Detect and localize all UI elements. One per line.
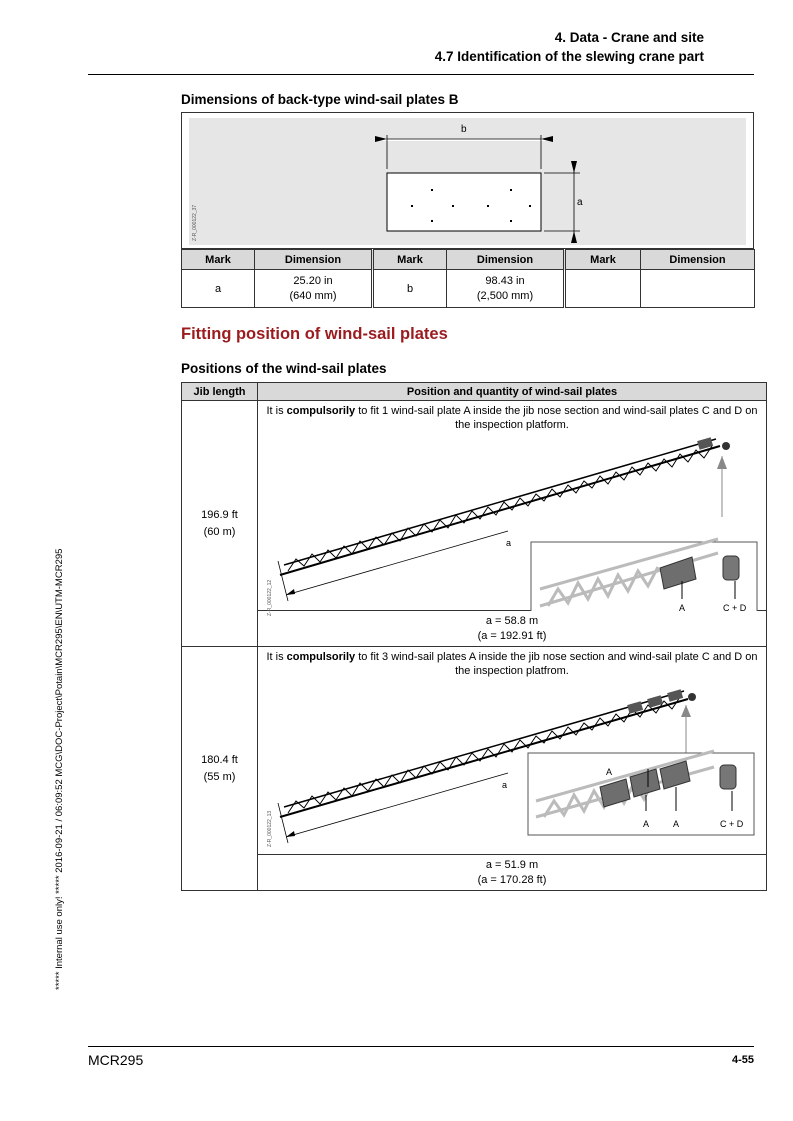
jib-55-A-label-1: A — [643, 819, 650, 829]
dims-value-b-mm: (2,500 mm) — [476, 289, 534, 302]
dims-fig-id: Z-R_000122_37 — [192, 204, 198, 241]
fitting-col-jib: Jib length — [182, 383, 258, 401]
fitting-table — [181, 382, 767, 891]
side-note: ***** Internal use only! ***** 2016-09-21 / 06:09:52 MCG\DOC-Project\Potain\MCR295\EN\UTM-MCR295 — [54, 548, 65, 990]
dims-mark-a: a — [182, 270, 255, 308]
instruction-60-post: to fit 1 wind-sail plate A inside the jib nose section and wind-sail plates C and D on the inspection platform. — [355, 405, 758, 431]
dims-value-a-mm: (640 mm) — [289, 289, 337, 302]
jib-55-a-label: a — [502, 780, 508, 790]
dims-value-a-in: 25.20 in — [293, 274, 333, 287]
a-value-55-m: a = 51.9 m — [485, 858, 539, 871]
jib-drawing-60 — [258, 431, 766, 611]
jib-55-CD-label: C + D — [720, 819, 744, 829]
a-value-60-ft: (a = 192.91 ft) — [477, 629, 547, 642]
dims-mark-b: b — [373, 270, 447, 308]
dim-a-label: a — [577, 197, 583, 208]
dims-col-dim-3: Dimension — [641, 250, 755, 270]
jib-55-A-label-2: A — [673, 819, 680, 829]
position-cell-55 — [258, 647, 767, 855]
a-value-cell-60 — [258, 611, 767, 647]
instruction-60-pre: It is — [266, 405, 287, 417]
a-value-60-m: a = 58.8 m — [485, 614, 539, 627]
instruction-55 — [258, 647, 766, 678]
footer-rule — [88, 1046, 754, 1047]
instruction-60 — [258, 401, 766, 432]
chapter-title: 4. Data - Crane and site — [554, 30, 704, 45]
fitting-subtitle: Positions of the wind-sail plates — [181, 361, 387, 376]
instruction-55-bold: compulsorily — [286, 651, 356, 663]
jib-length-55 — [182, 647, 258, 891]
instruction-55-pre: It is — [266, 651, 287, 663]
dims-value-empty — [641, 270, 755, 308]
dims-col-mark-2: Mark — [373, 250, 447, 270]
dims-value-b-in: 98.43 in — [485, 274, 525, 287]
dims-value-a — [255, 270, 373, 308]
jib-length-55-ft: 180.4 ft — [201, 753, 238, 766]
a-value-55-ft: (a = 170.28 ft) — [477, 873, 547, 886]
section-title: 4.7 Identification of the slewing crane part — [434, 49, 704, 64]
jib-55-fig-id: Z-R_000122_13 — [267, 810, 273, 847]
fitting-col-position: Position and quantity of wind-sail plates — [258, 383, 767, 401]
jib-length-60 — [182, 401, 258, 647]
jib-60-CD-label: C + D — [723, 603, 747, 613]
dims-figure — [181, 112, 754, 249]
dims-mark-empty — [565, 270, 641, 308]
jib-length-60-m: (60 m) — [203, 525, 236, 538]
dims-col-mark-1: Mark — [182, 250, 255, 270]
instruction-55-post: to fit 3 wind-sail plates A inside the jib nose section and wind-sail plate C and D on the inspection platfrom. — [355, 651, 758, 677]
dims-value-b — [447, 270, 565, 308]
header-rule — [88, 74, 754, 75]
instruction-60-bold: compulsorily — [286, 405, 356, 417]
footer-page-number: 4-55 — [731, 1054, 754, 1066]
jib-length-55-m: (55 m) — [203, 770, 236, 783]
dims-col-dim-1: Dimension — [255, 250, 373, 270]
jib-55-A-top-label: A — [606, 767, 613, 777]
dims-col-mark-3: Mark — [565, 250, 641, 270]
dim-b-label: b — [461, 124, 467, 135]
dims-plate-drawing — [182, 113, 753, 248]
a-value-cell-55 — [258, 855, 767, 891]
dims-table — [181, 249, 755, 308]
jib-drawing-55 — [258, 677, 766, 855]
jib-length-60-ft: 196.9 ft — [201, 508, 238, 521]
footer-model: MCR295 — [88, 1052, 144, 1068]
dims-title: Dimensions of back-type wind-sail plates B — [181, 92, 459, 107]
fitting-title: Fitting position of wind-sail plates — [181, 325, 448, 343]
jib-60-fig-id: Z-R_000122_12 — [267, 579, 273, 616]
jib-60-a-label: a — [506, 538, 512, 548]
position-cell-60 — [258, 401, 767, 616]
jib-60-A-label: A — [679, 603, 686, 613]
dims-col-dim-2: Dimension — [447, 250, 565, 270]
